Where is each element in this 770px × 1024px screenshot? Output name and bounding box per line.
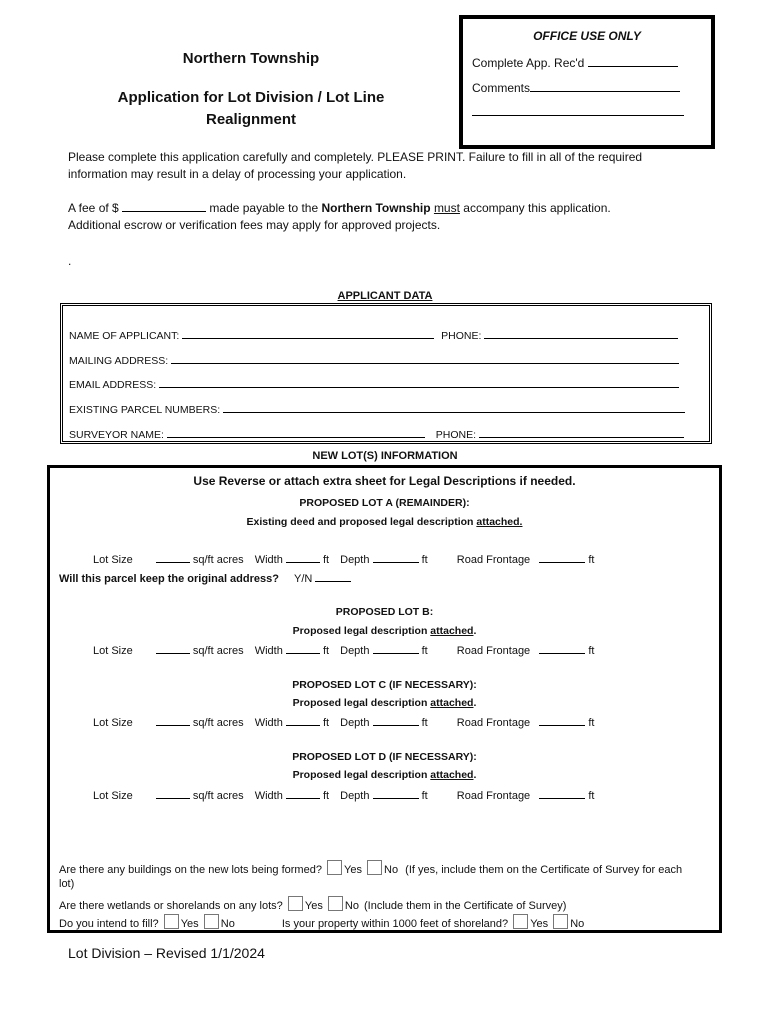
- comments-line-2[interactable]: [472, 115, 684, 116]
- lot-c-fields: Lot Size sq/ft acres Width ft Depth ft Road Frontage ft: [93, 717, 595, 729]
- fill-yes-checkbox[interactable]: [164, 914, 179, 929]
- mailing-address-row: MAILING ADDRESS:: [69, 353, 679, 367]
- office-use-box: [459, 15, 715, 149]
- wetlands-no-checkbox[interactable]: [328, 896, 343, 911]
- office-use-title: OFFICE USE ONLY: [533, 29, 641, 43]
- comments-field: Comments: [472, 81, 680, 95]
- applicant-data-box: [60, 303, 712, 444]
- email-address-row: EMAIL ADDRESS:: [69, 377, 679, 391]
- fee-line2: Additional escrow or verification fees may apply for approved projects.: [68, 218, 441, 232]
- lot-c-size-line[interactable]: [156, 715, 190, 726]
- legal-desc-instruction: Use Reverse or attach extra sheet for Legal Descriptions if needed.: [193, 474, 576, 488]
- lot-c-title: PROPOSED LOT C (IF NECESSARY):: [292, 679, 477, 691]
- lot-d-size-line[interactable]: [156, 788, 190, 799]
- lot-d-depth-line[interactable]: [373, 788, 419, 799]
- intro-line2: information may result in a delay of processing your application.: [68, 167, 407, 181]
- buildings-no-checkbox[interactable]: [367, 860, 382, 875]
- buildings-note-continued: lot): [59, 878, 75, 890]
- fill-no-checkbox[interactable]: [204, 914, 219, 929]
- shoreland-no-checkbox[interactable]: [553, 914, 568, 929]
- surveyor-name-line[interactable]: [167, 427, 425, 438]
- lot-a-width-line[interactable]: [286, 552, 320, 563]
- fill-question: Do you intend to fill? Yes No Is your property within 1000 feet of shoreland? Yes No: [59, 914, 584, 930]
- lot-d-fields: Lot Size sq/ft acres Width ft Depth ft Road Frontage ft: [93, 790, 595, 802]
- wetlands-yes-checkbox[interactable]: [288, 896, 303, 911]
- lot-a-fields: Lot Size sq/ft acres Width ft Depth ft Road Frontage ft: [93, 554, 595, 566]
- surveyor-row: SURVEYOR NAME: PHONE:: [69, 427, 684, 441]
- applicant-name-line[interactable]: [182, 328, 434, 339]
- new-lots-box: [47, 465, 722, 933]
- lot-c-description: Proposed legal description attached.: [292, 697, 477, 709]
- lot-b-size-line[interactable]: [156, 643, 190, 654]
- lot-a-depth-line[interactable]: [373, 552, 419, 563]
- stray-dot: .: [68, 254, 72, 268]
- lot-b-title: PROPOSED LOT B:: [335, 606, 434, 618]
- lot-c-depth-line[interactable]: [373, 715, 419, 726]
- lot-a-size-line[interactable]: [156, 552, 190, 563]
- applicant-data-title: APPLICANT DATA: [337, 290, 433, 302]
- buildings-question: Are there any buildings on the new lots being formed? Yes No (If yes, include them on the Certificate of Survey for each: [59, 860, 682, 876]
- address-question: Will this parcel keep the original address? Y/N: [59, 571, 351, 585]
- new-lots-title: NEW LOT(S) INFORMATION: [312, 450, 458, 462]
- lot-b-width-line[interactable]: [286, 643, 320, 654]
- lot-d-description: Proposed legal description attached.: [292, 769, 477, 781]
- intro-line1: Please complete this application carefully and completely. PLEASE PRINT. Failure to fill in all of the required: [68, 150, 643, 164]
- lot-a-description: Existing deed and proposed legal description attached.: [246, 516, 523, 528]
- email-address-line[interactable]: [159, 377, 679, 388]
- lot-c-frontage-line[interactable]: [539, 715, 585, 726]
- surveyor-phone-line[interactable]: [479, 427, 684, 438]
- parcel-numbers-row: EXISTING PARCEL NUMBERS:: [69, 402, 685, 416]
- applicant-name-row: NAME OF APPLICANT: PHONE:: [69, 328, 678, 342]
- footer-revision: Lot Division – Revised 1/1/2024: [68, 945, 265, 961]
- lot-b-fields: Lot Size sq/ft acres Width ft Depth ft Road Frontage ft: [93, 645, 595, 657]
- lot-b-frontage-line[interactable]: [539, 643, 585, 654]
- wetlands-question: Are there wetlands or shorelands on any lots? Yes No (Include them in the Certificate of Survey): [59, 896, 566, 912]
- lot-d-title: PROPOSED LOT D (IF NECESSARY):: [292, 751, 477, 763]
- complete-app-line[interactable]: [588, 56, 678, 67]
- fee-amount-line[interactable]: [122, 201, 206, 212]
- mailing-address-line[interactable]: [171, 353, 679, 364]
- complete-app-field: Complete App. Rec'd: [472, 56, 678, 70]
- lot-a-title: PROPOSED LOT A (REMAINDER):: [299, 497, 470, 509]
- lot-d-width-line[interactable]: [286, 788, 320, 799]
- lot-a-frontage-line[interactable]: [539, 552, 585, 563]
- parcel-numbers-line[interactable]: [223, 402, 685, 413]
- lot-d-frontage-line[interactable]: [539, 788, 585, 799]
- township-title: Northern Township: [182, 50, 320, 67]
- shoreland-question: Is your property within 1000 feet of shoreland?: [281, 918, 509, 930]
- lot-b-depth-line[interactable]: [373, 643, 419, 654]
- buildings-yes-checkbox[interactable]: [327, 860, 342, 875]
- form-title-line2: Realignment: [205, 111, 296, 128]
- form-title-line1: Application for Lot Division / Lot Line: [117, 89, 385, 106]
- lot-b-description: Proposed legal description attached.: [292, 625, 477, 637]
- address-yn-line[interactable]: [315, 571, 351, 582]
- fee-line: A fee of $ made payable to the Northern Township must accompany this application.: [68, 201, 611, 215]
- shoreland-yes-checkbox[interactable]: [513, 914, 528, 929]
- lot-c-width-line[interactable]: [286, 715, 320, 726]
- applicant-phone-line[interactable]: [484, 328, 678, 339]
- comments-line[interactable]: [530, 81, 680, 92]
